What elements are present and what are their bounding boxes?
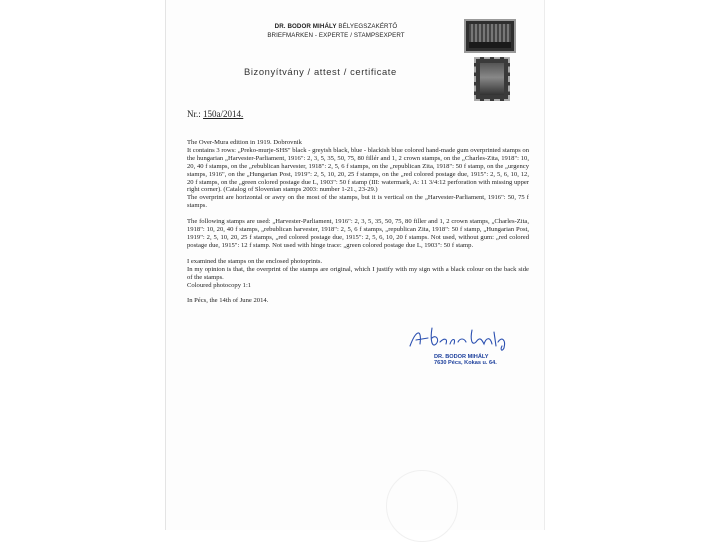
letterhead xyxy=(241,22,431,40)
certificate-title: Bizonyítvány / attest / certificate xyxy=(244,66,397,77)
signature-stamp: DR. BODOR MIHÁLY 7630 Pécs, Kokas u. 64. xyxy=(434,354,497,367)
paragraph-photocopy: Coloured photocopy 1:1 xyxy=(187,281,252,289)
stamp-image-parliament xyxy=(474,57,510,101)
certificate-sheet xyxy=(166,0,544,530)
certificate-body xyxy=(187,139,529,305)
paragraph-examined: I examined the stamps on the enclosed photoprints. xyxy=(187,257,323,265)
stamp-image-harvester xyxy=(464,19,516,53)
paragraph-overprint: The overprint are horizontal or awry on the most of the stamps, but it is vertical on the „Harvester-Parliament, 1916": 50, 75 f stamps. xyxy=(187,194,529,210)
paragraph-place-date: In Pécs, the 14th of June 2014. xyxy=(187,297,269,305)
paragraph-used-stamps: The following stamps are used: „Harvester-Parliament, 1916": 2, 3, 5, 35, 50, 75, 80 filler and 1, 2 crown stamps, „Charles-Zita, 1918": 10, 20, 40 f stamps, „rebublican harvester, 1918": 2, 5, 6 f stamps, „republican Zita, 1918": 50 f stamp, „Hungarian Post, 1919": 2, 5, 10, 20, 25 f stamps, „red colored postage due, 1915": 2, 5, 6, 10, 20 f stamps. Not used, without gum: „red colored postage due, 1915": 12 f stamp. Not used with hinge trace: „green colored postage due L, 1903": 50 f stamp. xyxy=(187,218,529,249)
paragraph-contents: It contains 3 rows: „Preko-murje-SHS" black - greyish black, blue - blackish blue colored hand-made gum overprinted stamps on the hungarian „Harvester-Parliament, 1916": 2, 3, 5, 35, 50, 75, 80 fillér and 1, 2 crown stamps, on the „Charles-Zita, 1918": 10, 20, 40 f stamps, on the „rebublican harvester, 1918": 2, 5, 6 f stamps, on the „republican Zita, 1918": 50 f stamp, on the „urgency stamps, 1916", on the „Hungarian Post, 1919": 2, 5, 10, 20, 25 f stamps, on the „red colored postage due, 1915": 2, 5, 6, 10, 12, 20 f stamps, on the „green colored postage due L, 1903": 50 f stamp (III: watermark, A: 11 3/4:12 perforation with missing upper right corner). (Catalog of Slovenian stamps 2003: number 1-21., 23-29.) xyxy=(187,146,529,194)
signature-image xyxy=(406,320,516,354)
letterhead-subtitle: BRIEFMARKEN - EXPERTE / STAMPSEXPERT xyxy=(267,32,405,39)
letterhead-name: DR. BODOR MIHÁLY BÉLYEGSZAKÉRTŐ xyxy=(274,23,398,30)
paragraph-edition: The Over-Mura edition in 1919. Dobrovnik xyxy=(187,139,302,146)
certificate-number: Nr.: 150a/2014. xyxy=(187,109,244,119)
paragraph-opinion: In my opinion is that, the overprint of the stamps are original, which I justify with my sign with a black colour on the back side of the stamps. xyxy=(187,265,529,281)
embossed-seal xyxy=(386,470,458,542)
